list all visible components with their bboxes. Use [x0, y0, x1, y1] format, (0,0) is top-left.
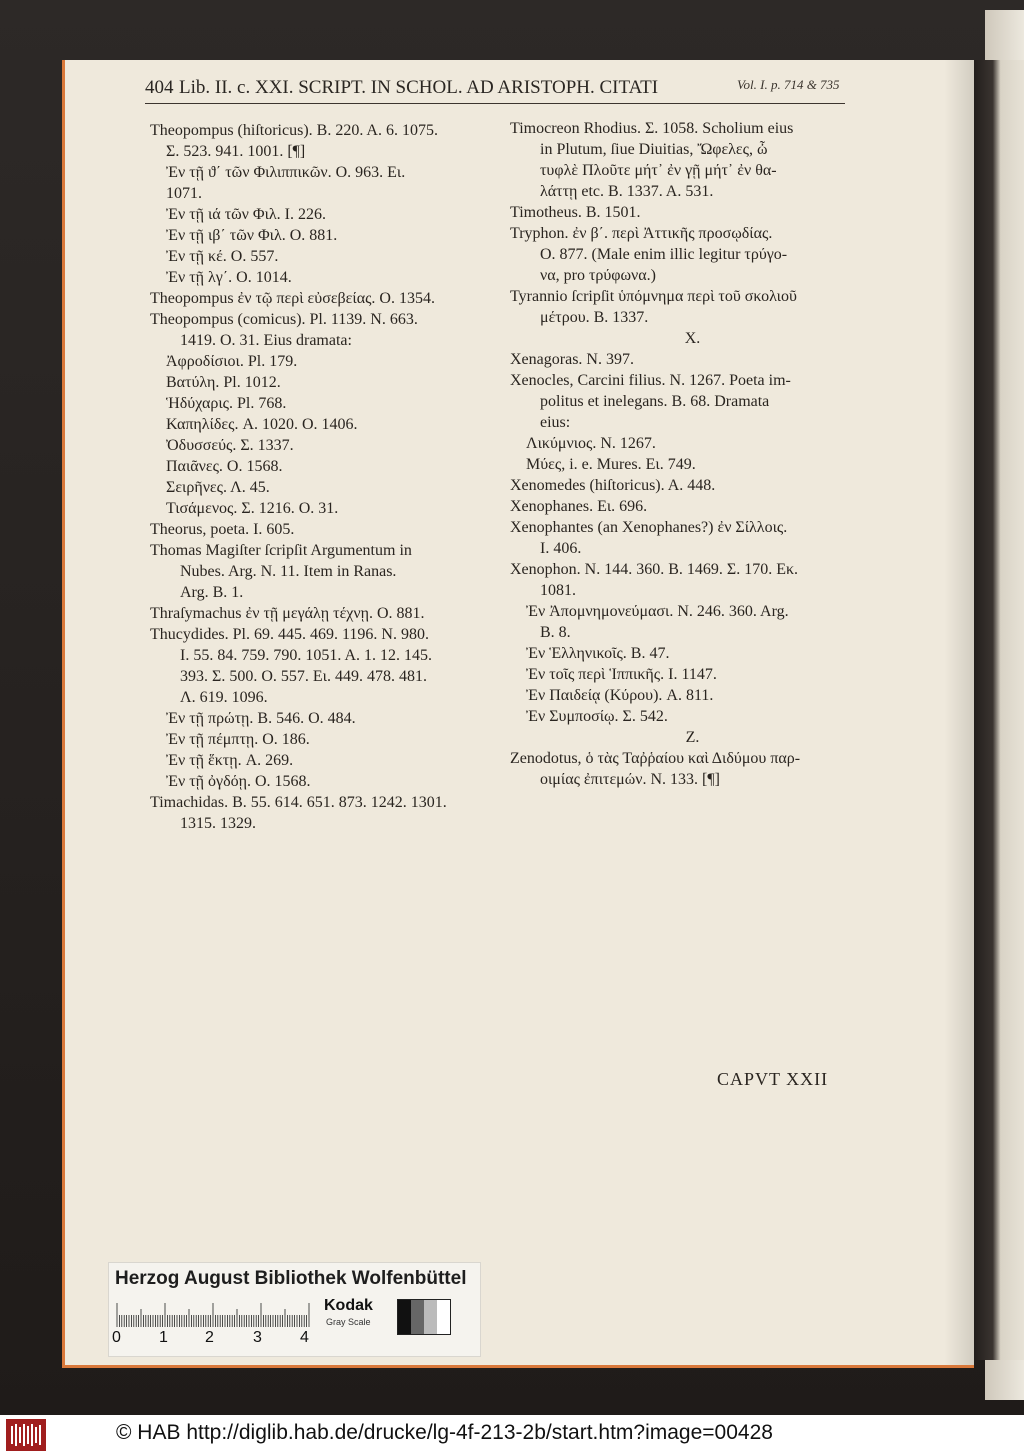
- index-entry: eius:: [540, 414, 571, 431]
- index-entry: Timocreon Rhodius. Σ. 1058. Scholium eius: [510, 120, 794, 137]
- index-entry: Theopompus ἐν τῷ περὶ εὐσεβείας. O. 1354.: [150, 290, 435, 307]
- index-entry: Ἐν Ἀπομνημονεύμασι. N. 246. 360. Arg.: [526, 603, 789, 620]
- source-link[interactable]: © HAB http://diglib.hab.de/drucke/lg-4f-213-2b/start.htm?image=00428: [116, 1421, 773, 1444]
- index-entry: Ἐν τῇ κέ. O. 557.: [166, 248, 279, 265]
- library-name: Herzog August Bibliothek Wolfenbüttel: [115, 1268, 467, 1289]
- index-entry: Theorus, poeta. I. 605.: [150, 521, 295, 538]
- index-entry: Xenophon. N. 144. 360. B. 1469. Σ. 170. Eκ.: [510, 561, 799, 578]
- kodak-brand: Kodak: [324, 1297, 373, 1314]
- index-entry: Μύες, i. e. Mures. Eι. 749.: [526, 456, 696, 473]
- index-entry: in Plutum, ſiue Diuitias, Ὤφελες, ὦ: [540, 141, 768, 158]
- index-entry: 393. Σ. 500. O. 557. Eι. 449. 478. 481.: [180, 668, 427, 685]
- index-entry: Ἐν τῇ πρώτῃ. B. 546. O. 484.: [166, 710, 356, 727]
- book-gutter: [972, 60, 1024, 1360]
- index-entry: Ἐν τῇ ὀγδόῃ. O. 1568.: [166, 773, 311, 790]
- index-entry: μέτρου. B. 1337.: [540, 309, 649, 326]
- index-entry: Zenodotus, ὁ τὰς Ταῤῥαίου καὶ Διδύμου παρ-: [510, 750, 801, 767]
- header-title: Lib. II. c. XXI. SCRIPT. IN SCHOL. AD ARISTOPH. CITATI: [179, 77, 659, 98]
- index-entry: Xenomedes (hiſtoricus). A. 448.: [510, 477, 716, 494]
- hab-logo-icon: [6, 1419, 46, 1451]
- ruler-number: 4: [300, 1329, 309, 1346]
- index-column-left: [150, 120, 496, 834]
- ruler-number: 2: [205, 1329, 214, 1346]
- index-entry: Σ. 523. 941. 1001. [¶]: [166, 143, 306, 160]
- index-entry: Theopompus (hiſtoricus). B. 220. A. 6. 1075.: [150, 122, 438, 139]
- index-entry: B. 8.: [540, 624, 571, 641]
- index-entry: 1315. 1329.: [180, 815, 256, 832]
- ruler-scale: [115, 1299, 315, 1327]
- index-entry: Ἐν τῇ ιά τῶν Φιλ. I. 226.: [166, 206, 326, 223]
- index-entry: Ἐν τοῖς περὶ Ἱππικῆς. I. 1147.: [526, 666, 717, 683]
- index-entry: Xenophantes (an Xenophanes?) ἐν Σίλλοις.: [510, 519, 788, 536]
- index-entry: τυφλὲ Πλοῦτε μήτ᾽ ἐν γῇ μήτ᾽ ἐν θα-: [540, 162, 777, 179]
- index-entry: Thraſymachus ἐν τῇ μεγάλῃ τέχνῃ. O. 881.: [150, 605, 425, 622]
- index-entry: 1081.: [540, 582, 576, 599]
- index-entry: Ἐν Παιδείᾳ (Κύρου). A. 811.: [526, 687, 714, 704]
- index-entry: Xenophanes. Eι. 696.: [510, 498, 648, 515]
- index-entry: να, pro τρύφωνα.): [540, 267, 656, 284]
- gray-scale-label: Gray Scale: [326, 1317, 371, 1327]
- index-entry: Ἐν τῇ ιβ΄ τῶν Φιλ. O. 881.: [166, 227, 338, 244]
- index-entry: λάττῃ etc. B. 1337. A. 531.: [540, 183, 714, 200]
- index-entry: Xenocles, Carcini filius. N. 1267. Poeta im-: [510, 372, 791, 389]
- index-entry: I. 406.: [540, 540, 582, 557]
- index-entry: Tyrannio ſcripſit ὑπόμνημα περὶ τοῦ σκολιοῦ: [510, 288, 797, 305]
- section-letter: X.: [684, 330, 701, 347]
- gray-patches: [397, 1299, 451, 1335]
- index-entry: οιμίας ἐπιτεμών. N. 133. [¶]: [540, 771, 720, 788]
- index-entry: Ἐν Συμποσίῳ. Σ. 542.: [526, 708, 668, 725]
- index-entry: Παιᾶνες. O. 1568.: [166, 458, 283, 475]
- section-letter: Z.: [685, 729, 700, 746]
- running-header: [145, 77, 845, 105]
- index-entry: Nubes. Arg. N. 11. Item in Ranas.: [180, 563, 397, 580]
- cross-reference: Vol. I. p. 714 & 735: [737, 77, 840, 92]
- index-entry: Thucydides. Pl. 69. 445. 469. 1196. N. 980.: [150, 626, 429, 643]
- index-entry: politus et inelegans. B. 68. Dramata: [540, 393, 770, 410]
- index-entry: Ἐν τῇ πέμπτῃ. O. 186.: [166, 731, 310, 748]
- index-entry: Βατύλη. Pl. 1012.: [166, 374, 281, 391]
- library-color-card: [108, 1262, 481, 1357]
- index-entry: Xenagoras. N. 397.: [510, 351, 634, 368]
- index-entry: Ἀφροδίσιοι. Pl. 179.: [166, 353, 298, 370]
- index-entry: Arg. B. 1.: [180, 584, 244, 601]
- index-entry: Timotheus. B. 1501.: [510, 204, 641, 221]
- index-entry: Theopompus (comicus). Pl. 1139. N. 663.: [150, 311, 418, 328]
- index-entry: Λικύμνιος. N. 1267.: [526, 435, 656, 452]
- index-entry: Λ. 619. 1096.: [180, 689, 268, 706]
- index-entry: 1071.: [166, 185, 202, 202]
- page-number: 404: [145, 77, 174, 98]
- index-entry: Ἐν Ἑλληνικοῖς. B. 47.: [526, 645, 670, 662]
- index-entry: I. 55. 84. 759. 790. 1051. A. 1. 12. 145.: [180, 647, 432, 664]
- index-entry: Ὀδυσσεύς. Σ. 1337.: [166, 437, 294, 454]
- index-entry: 1419. O. 31. Eius dramata:: [180, 332, 352, 349]
- next-chapter-catchword: CAPVT XXII: [717, 1069, 829, 1089]
- index-entry: Thomas Magiſter ſcripſit Argumentum in: [150, 542, 412, 559]
- index-entry: Timachidas. B. 55. 614. 651. 873. 1242. 1301.: [150, 794, 447, 811]
- ruler-number: 0: [112, 1329, 121, 1346]
- index-entry: Ἐν τῇ ἕκτῃ. A. 269.: [166, 752, 294, 769]
- ruler-number: 1: [159, 1329, 168, 1346]
- index-entry: Τισάμενος. Σ. 1216. O. 31.: [166, 500, 339, 517]
- index-entry: Tryphon. ἐν β΄. περὶ Ἀττικῆς προσῳδίας.: [510, 225, 773, 242]
- index-entry: Καπηλίδες. A. 1020. O. 1406.: [166, 416, 358, 433]
- index-column-right: [510, 118, 875, 790]
- ruler-number: 3: [253, 1329, 262, 1346]
- index-entry: O. 877. (Male enim illic legitur τρύγο-: [540, 246, 788, 263]
- viewer-footer: [0, 1415, 1024, 1455]
- index-entry: Σειρῆνες. Λ. 45.: [166, 479, 270, 496]
- index-entry: Ἐν τῇ ϑ΄ τῶν Φιλιππικῶν. O. 963. Eι.: [166, 164, 406, 181]
- index-entry: Ἡδύχαρις. Pl. 768.: [166, 395, 287, 412]
- header-rule: [145, 103, 845, 104]
- index-entry: Ἐν τῇ λγ΄. O. 1014.: [166, 269, 292, 286]
- page-shadow: [944, 60, 974, 1365]
